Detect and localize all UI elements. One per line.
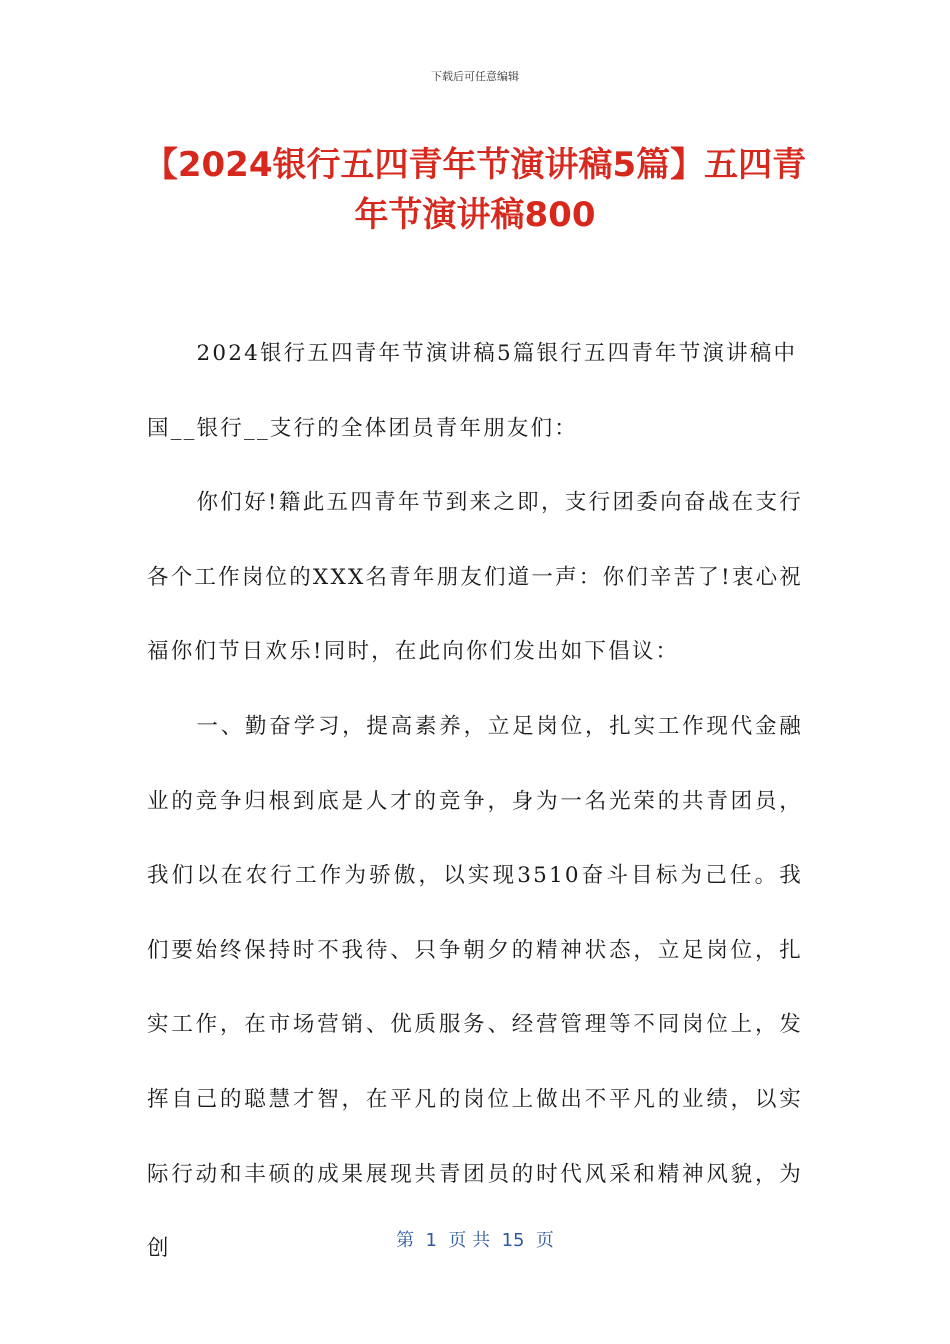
paragraph-2: 国__银行__支行的全体团员青年朋友们： (147, 415, 579, 441)
document-body (147, 317, 803, 1287)
paragraph-4: 一、勤奋学习，提高素养，立足岗位，扎实工作现代金融业的竞争归根到底是人才的竞争，身为一名光荣的共青团员，我们以在农行工作为骄傲，以实现3510奋斗目标为己任。我们要始终保持时不我待、只争朝夕的精神状态，立足岗位，扎实工作，在市场营销、优质服务、经营管理等不同岗位上，发挥自己的聪慧才智，在平凡的岗位上做出不平凡的业绩，以实际行动和丰硕的成果展现共青团员的时代风采和精神风貌，为创 (147, 713, 803, 1262)
paragraph-3: 你们好!籍此五四青年节到来之即，支行团委向奋战在支行各个工作岗位的XXX名青年朋友们道一声：你们辛苦了!衷心祝福你们节日欢乐!同时，在此向你们发出如下倡议： (147, 490, 803, 665)
document-title: 【2024银行五四青年节演讲稿5篇】五四青年节演讲稿800 (143, 145, 807, 235)
header-note: 下载后可任意编辑 (431, 70, 519, 83)
page-number-footer: 第 1 页 共 15 页 (396, 1230, 554, 1251)
paragraph-1: 2024银行五四青年节演讲稿5篇银行五四青年节演讲稿中 (196, 341, 798, 366)
